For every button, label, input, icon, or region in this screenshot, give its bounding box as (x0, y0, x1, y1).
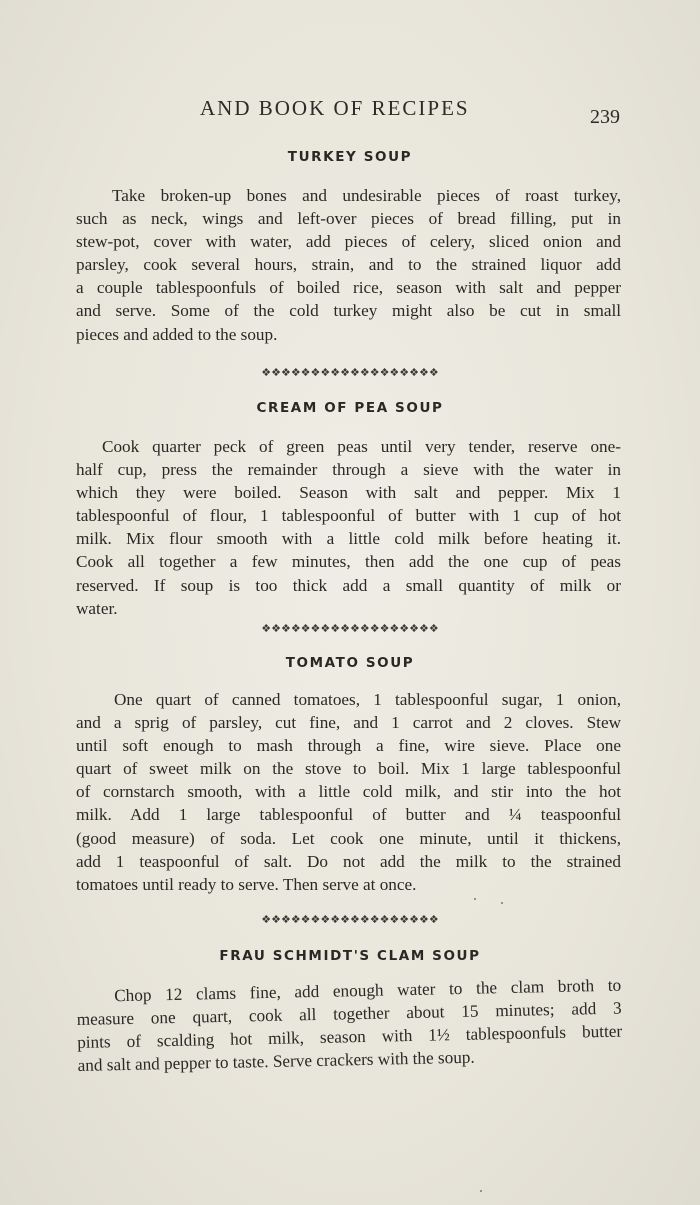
text-line: pieces and added to the soup. (76, 324, 278, 344)
paper-speck (501, 902, 503, 904)
recipe-heading-clam-soup: FRAU SCHMIDT'S CLAM SOUP (219, 948, 481, 964)
text-line: Cook all together a few minutes, then add the one cup of peas (76, 552, 621, 572)
text-line: a couple tablespoonfuls of boiled rice, season with salt and pepper (76, 278, 621, 298)
text-line: (good measure) of soda. Let cook one minute, until it thickens, (76, 828, 621, 848)
recipe-body-turkey-soup (76, 184, 621, 346)
ornamental-divider: ❖❖❖❖❖❖❖❖❖❖❖❖❖❖❖❖❖❖ (261, 366, 439, 379)
text-line: half cup, press the remainder through a sieve with the water in (76, 460, 621, 480)
page-number: 239 (590, 106, 620, 128)
recipe-heading-cream-of-pea-soup: CREAM OF PEA SOUP (256, 400, 444, 416)
text-line: until soft enough to mash through a fine, wire sieve. Place one (76, 736, 621, 756)
text-line: quart of sweet milk on the stove to boil. Mix 1 large tablespoonful (76, 759, 621, 779)
text-line: tablespoonful of flour, 1 tablespoonful of butter with 1 cup of hot (76, 506, 621, 526)
recipe-heading-tomato-soup: TOMATO SOUP (285, 655, 415, 671)
paper-speck (480, 1190, 482, 1192)
text-line: parsley, cook several hours, strain, and to the strained liquor add (76, 255, 621, 275)
recipe-heading-turkey-soup: TURKEY SOUP (287, 149, 413, 165)
text-line: and salt and pepper to taste. Serve crackers with the soup. (77, 1047, 475, 1076)
text-line: milk. Mix flour smooth with a little cold milk before heating it. (76, 529, 621, 549)
text-line: milk. Add 1 large tablespoonful of butter and ¼ teaspoonful (76, 805, 621, 825)
text-line: which they were boiled. Season with salt and pepper. Mix 1 (76, 483, 621, 503)
recipe-body-clam-soup (76, 974, 623, 1078)
text-line: stew-pot, cover with water, add pieces of celery, sliced onion and (76, 232, 621, 252)
ornamental-divider: ❖❖❖❖❖❖❖❖❖❖❖❖❖❖❖❖❖❖ (261, 913, 439, 926)
text-line: Cook quarter peck of green peas until very tender, reserve one- (102, 437, 621, 456)
text-line: reserved. If soup is too thick add a small quantity of milk or (76, 575, 621, 595)
recipe-body-cream-of-pea-soup (76, 435, 621, 620)
running-head (0, 96, 700, 130)
paper-speck (474, 898, 476, 900)
running-title: AND BOOK OF RECIPES (200, 96, 470, 120)
text-line: pints of scalding hot milk, season with 1½ tablespoonfuls butter (77, 1021, 623, 1053)
text-line: measure one quart, cook all together about 15 minutes; add 3 (76, 998, 622, 1030)
text-line: and a sprig of parsley, cut fine, and 1 carrot and 2 cloves. Stew (76, 713, 621, 733)
text-line: and serve. Some of the cold turkey might also be cut in small (76, 301, 621, 321)
ornamental-divider: ❖❖❖❖❖❖❖❖❖❖❖❖❖❖❖❖❖❖ (261, 622, 439, 635)
text-line: water. (76, 598, 118, 618)
text-line: tomatoes until ready to serve. Then serve at once. (76, 874, 417, 894)
text-line: such as neck, wings and left-over pieces of bread filling, put in (76, 209, 621, 229)
text-line: One quart of canned tomatoes, 1 tablespoonful sugar, 1 onion, (114, 690, 621, 709)
text-line: Chop 12 clams fine, add enough water to the clam broth to (114, 975, 622, 1006)
text-line: Take broken-up bones and undesirable pieces of roast turkey, (112, 186, 621, 205)
text-line: add 1 teaspoonful of salt. Do not add the milk to the strained (76, 851, 621, 871)
recipe-body-tomato-soup (76, 688, 621, 896)
text-line: of cornstarch smooth, with a little cold milk, and stir into the hot (76, 782, 621, 802)
